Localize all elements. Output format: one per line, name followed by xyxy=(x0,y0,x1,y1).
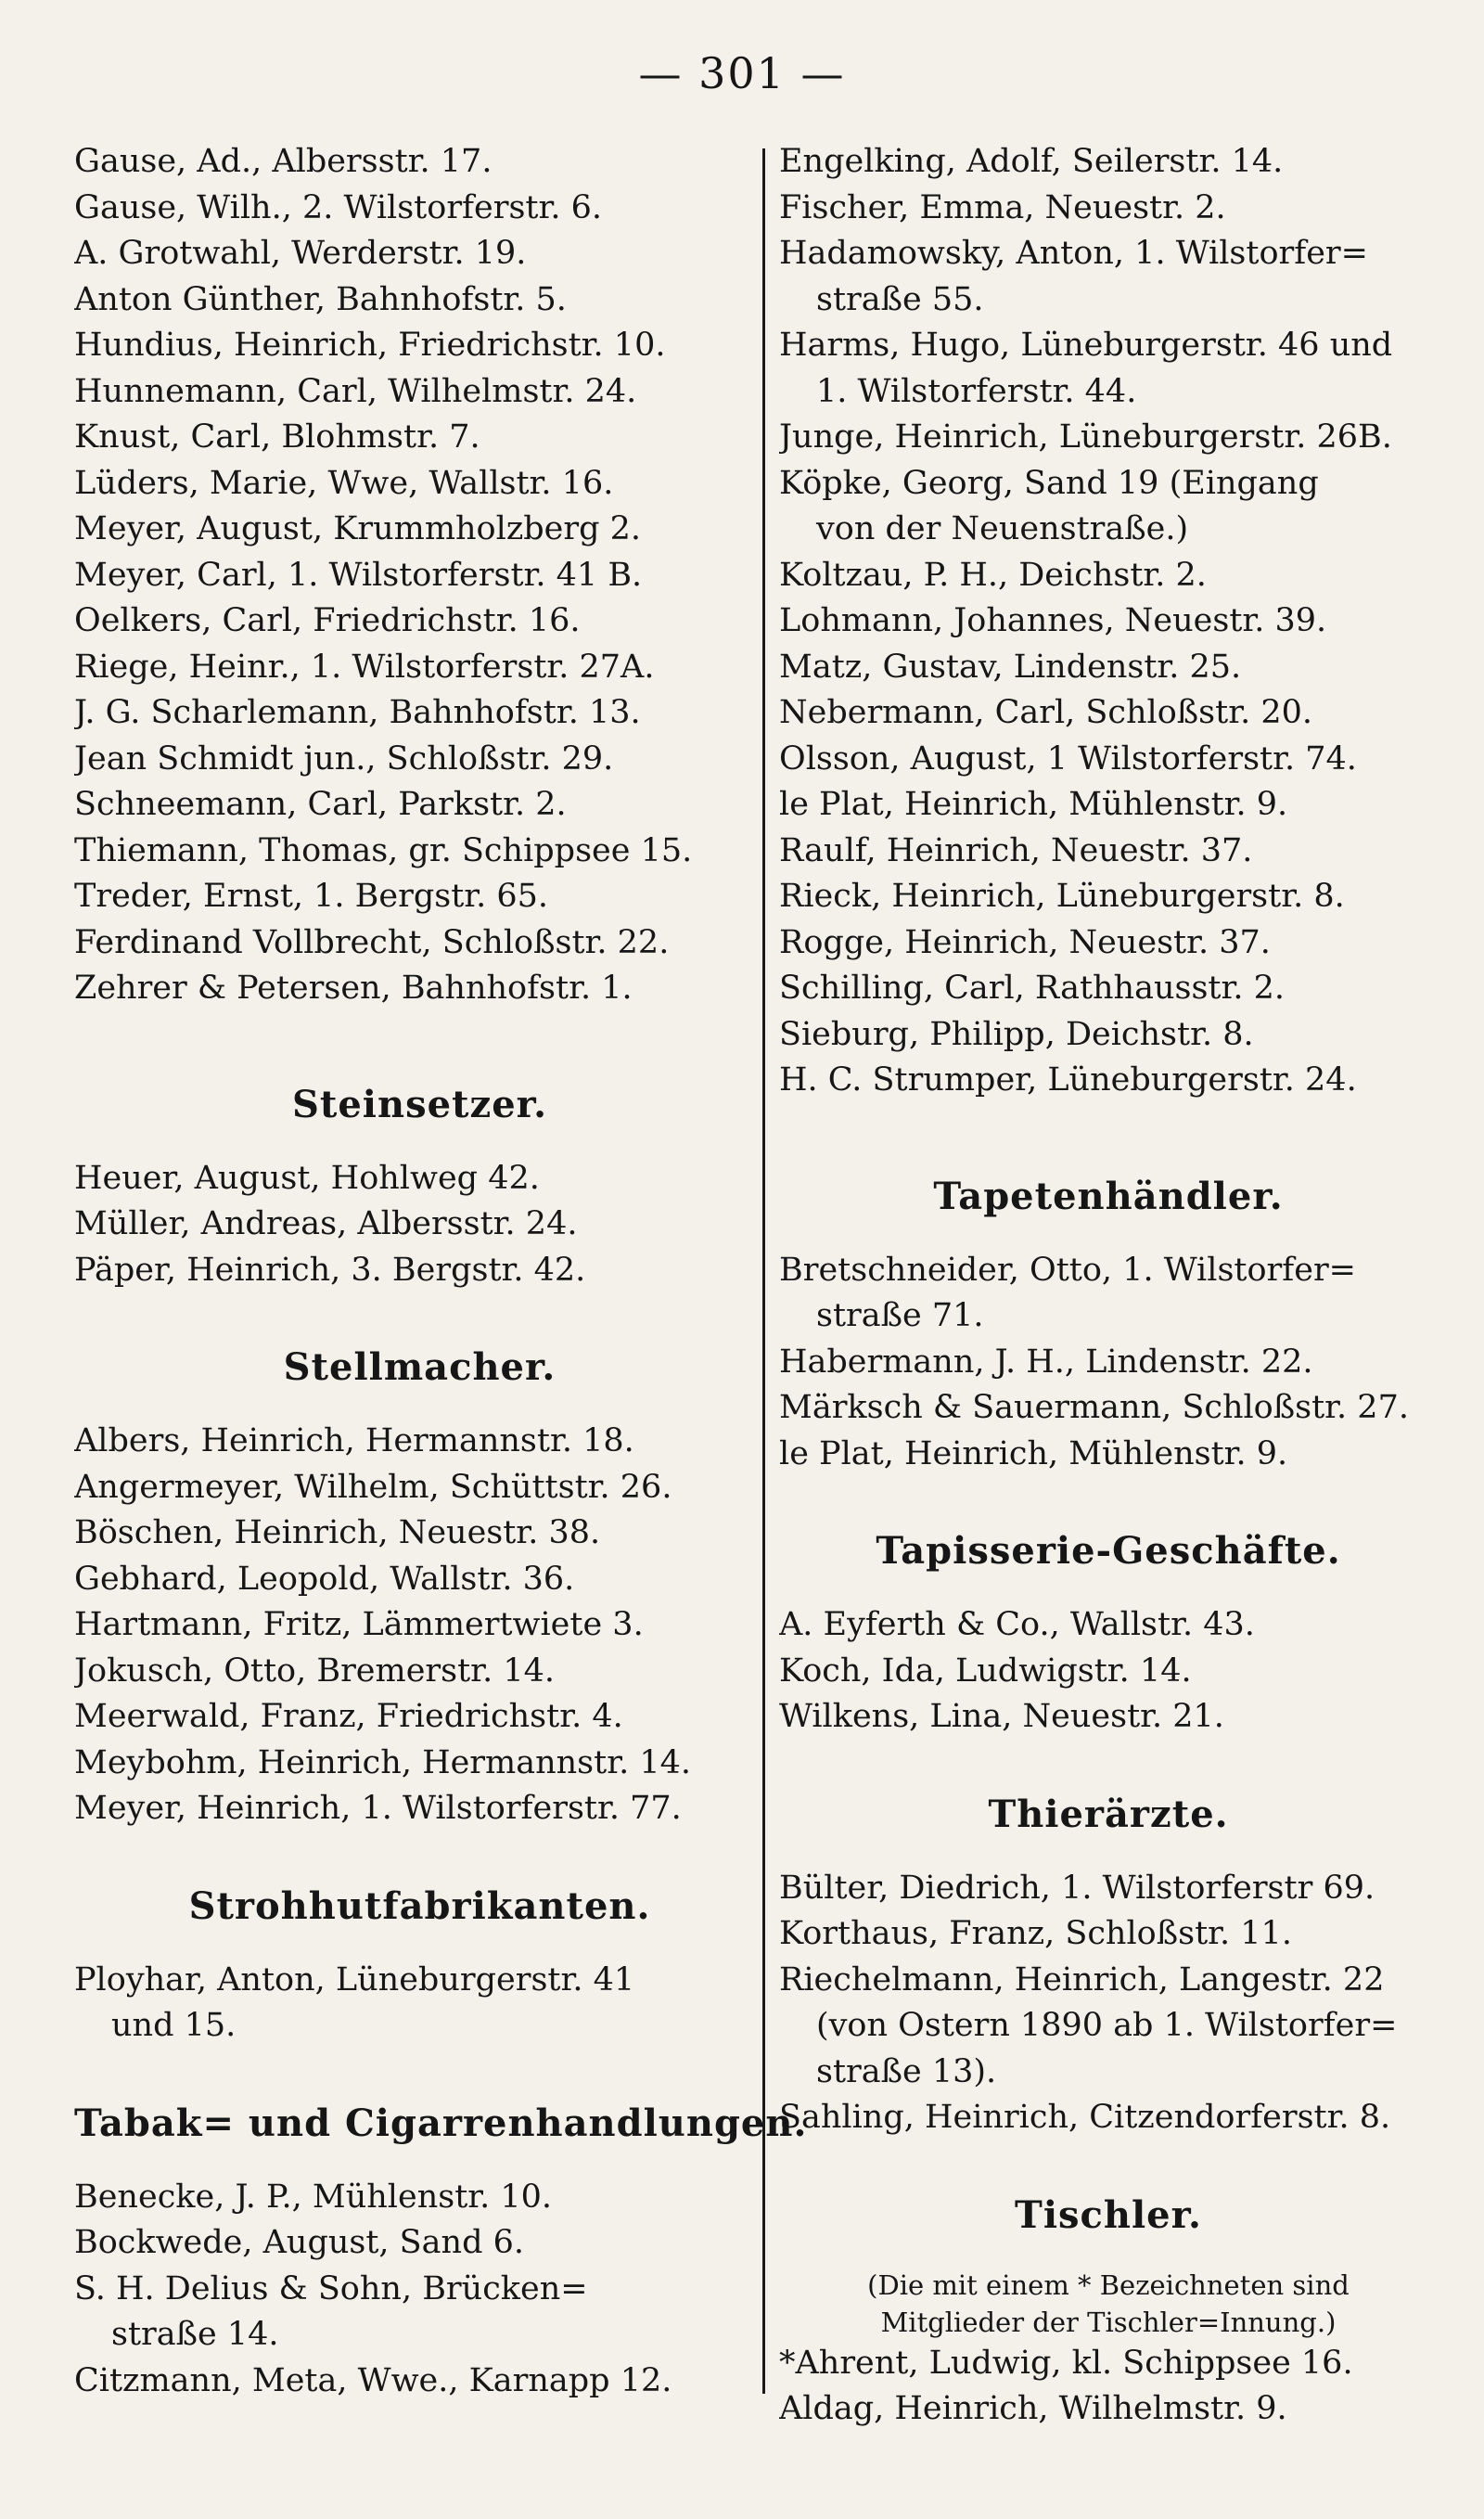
section-continued-top xyxy=(779,139,1438,1104)
entry: Treder, Ernst, 1. Bergstr. 65. xyxy=(74,878,549,915)
section-strohhutfabrikanten xyxy=(74,1883,765,2050)
entry: Koltzau, P. H., Deichstr. 2. xyxy=(779,556,1207,594)
entry: Meyer, Heinrich, 1. Wilstorferstr. 77. xyxy=(74,1790,682,1827)
entry: Koch, Ida, Ludwigstr. 14. xyxy=(779,1651,1192,1690)
entry: Heuer, August, Hohlweg 42. xyxy=(74,1159,540,1197)
spacer xyxy=(779,1477,1438,1528)
entry: Riechelmann, Heinrich, Langestr. 22 xyxy=(779,1960,1385,1998)
entry: Knust, Carl, Blohmstr. 7. xyxy=(74,418,480,456)
entry: J. G. Scharlemann, Bahnhofstr. 13. xyxy=(74,694,641,731)
spacer xyxy=(779,2141,1438,2192)
entry: Ferdinand Vollbrecht, Schloßstr. 22. xyxy=(74,923,670,961)
entry: Angermeyer, Wilhelm, Schüttstr. 26. xyxy=(74,1468,672,1506)
section-steinsetzer xyxy=(74,1082,765,1294)
section-stellmacher xyxy=(74,1344,765,1832)
entry: le Plat, Heinrich, Mühlenstr. 9. xyxy=(779,786,1288,823)
spacer xyxy=(779,1104,1438,1174)
entry: Aldag, Heinrich, Wilhelmstr. 9. xyxy=(779,2390,1287,2427)
spacer xyxy=(74,1012,765,1082)
left-column xyxy=(74,139,808,2404)
page-number: — 301 — xyxy=(638,48,846,98)
entry-continuation: 1. Wilstorferstr. 44. xyxy=(816,372,1137,410)
entry: Bockwede, August, Sand 6. xyxy=(74,2224,524,2261)
entry: Ployhar, Anton, Lüneburgerstr. 41 xyxy=(74,1960,635,1998)
entry-continuation: von der Neuenstraße.) xyxy=(816,510,1189,547)
entry: Gebhard, Leopold, Wallstr. 36. xyxy=(74,1560,575,1598)
section-tobacco-continued-top xyxy=(74,139,765,1012)
entry: Anton Günther, Bahnhofstr. 5. xyxy=(74,280,567,318)
entry: le Plat, Heinrich, Mühlenstr. 9. xyxy=(779,1434,1288,1472)
entry: Thiemann, Thomas, gr. Schippsee 15. xyxy=(74,831,693,869)
section-heading: Tabak= und Cigarrenhandlungen. xyxy=(74,2101,808,2145)
entry: S. H. Delius & Sohn, Brücken= xyxy=(74,2269,588,2307)
entry: Riege, Heinr., 1. Wilstorferstr. 27A. xyxy=(74,648,655,686)
entry: Sahling, Heinrich, Citzendorferstr. 8. xyxy=(779,2099,1391,2136)
spacer xyxy=(779,2239,1438,2267)
section-thieraerzte xyxy=(779,1792,1438,2141)
entry: Hunnemann, Carl, Wilhelmstr. 24. xyxy=(74,372,637,410)
entry: Jean Schmidt jun., Schloßstr. 29. xyxy=(74,739,614,778)
entry: Lohmann, Johannes, Neuestr. 39. xyxy=(779,602,1327,639)
spacer xyxy=(74,1128,765,1156)
entry: Bülter, Diedrich, 1. Wilstorferstr 69. xyxy=(779,1869,1375,1907)
spacer xyxy=(779,1220,1438,1248)
section-heading: Stellmacher. xyxy=(283,1345,556,1389)
entry: Meybohm, Heinrich, Hermannstr. 14. xyxy=(74,1743,691,1781)
entry: Nebermann, Carl, Schloßstr. 20. xyxy=(779,694,1312,731)
entry-continuation: und 15. xyxy=(111,2007,237,2044)
entry: Fischer, Emma, Neuestr. 2. xyxy=(779,188,1226,226)
entry-continuation: straße 13). xyxy=(816,2052,997,2090)
spacer xyxy=(779,1741,1438,1792)
section-heading: Tischler. xyxy=(1015,2192,1202,2237)
entry-continuation: straße 71. xyxy=(816,1297,984,1334)
section-note: Mitglieder der Tischler=Innung.) xyxy=(880,2306,1337,2338)
section-tapisserie xyxy=(779,1528,1438,1741)
spacer xyxy=(74,1832,765,1883)
entry: Rogge, Heinrich, Neuestr. 37. xyxy=(779,923,1271,961)
section-heading: Steinsetzer. xyxy=(291,1082,548,1126)
entry: A. Grotwahl, Werderstr. 19. xyxy=(74,235,527,272)
entry: Gause, Wilh., 2. Wilstorferstr. 6. xyxy=(74,188,603,226)
entry: Jokusch, Otto, Bremerstr. 14. xyxy=(74,1651,555,1690)
entry: Citzmann, Meta, Wwe., Karnapp 12. xyxy=(74,2361,672,2399)
entry: Benecke, J. P., Mühlenstr. 10. xyxy=(74,2178,553,2216)
entry: Oelkers, Carl, Friedrichstr. 16. xyxy=(74,602,581,639)
entry: Köpke, Georg, Sand 19 (Eingang xyxy=(779,464,1319,502)
spacer xyxy=(74,1293,765,1344)
entry: Albers, Heinrich, Hermannstr. 18. xyxy=(74,1422,634,1459)
spacer xyxy=(779,1838,1438,1866)
entry: H. C. Strumper, Lüneburgerstr. 24. xyxy=(779,1061,1357,1099)
spacer xyxy=(779,1574,1438,1602)
entry: Meerwald, Franz, Friedrichstr. 4. xyxy=(74,1698,623,1735)
right-column xyxy=(779,139,1438,2433)
entry: Harms, Hugo, Lüneburgerstr. 46 und xyxy=(779,327,1393,364)
entry: Engelking, Adolf, Seilerstr. 14. xyxy=(779,143,1284,180)
section-heading: Strohhutfabrikanten. xyxy=(188,1883,651,1928)
entry: Hundius, Heinrich, Friedrichstr. 10. xyxy=(74,327,666,364)
section-note: (Die mit einem * Bezeichneten sind xyxy=(867,2268,1350,2301)
entry: Junge, Heinrich, Lüneburgerstr. 26B. xyxy=(779,418,1392,456)
entry: Matz, Gustav, Lindenstr. 25. xyxy=(779,648,1242,686)
section-heading: Tapetenhändler. xyxy=(933,1174,1284,1218)
entry: Lüders, Marie, Wwe, Wallstr. 16. xyxy=(74,464,614,502)
section-heading: Thierärzte. xyxy=(988,1792,1229,1836)
spacer xyxy=(74,1391,765,1419)
spacer xyxy=(74,2147,765,2175)
entry-continuation: (von Ostern 1890 ab 1. Wilstorfer= xyxy=(816,2007,1398,2044)
entry: Müller, Andreas, Albersstr. 24. xyxy=(74,1205,578,1242)
entry: Habermann, J. H., Lindenstr. 22. xyxy=(779,1343,1313,1381)
entry: Zehrer & Petersen, Bahnhofstr. 1. xyxy=(74,970,633,1007)
entry: Märksch & Sauermann, Schloßstr. 27. xyxy=(779,1389,1409,1426)
entry: Bretschneider, Otto, 1. Wilstorfer= xyxy=(779,1251,1357,1289)
entry: Böschen, Heinrich, Neuestr. 38. xyxy=(74,1514,601,1551)
entry-continuation: straße 14. xyxy=(111,2316,279,2353)
entry: Korthaus, Franz, Schloßstr. 11. xyxy=(779,1915,1292,1952)
entry: Raulf, Heinrich, Neuestr. 37. xyxy=(779,831,1253,869)
entry: Hartmann, Fritz, Lämmertwiete 3. xyxy=(74,1606,644,1643)
entry: Wilkens, Lina, Neuestr. 21. xyxy=(779,1698,1224,1735)
entry: *Ahrent, Ludwig, kl. Schippsee 16. xyxy=(779,2344,1353,2382)
spacer xyxy=(74,2050,765,2101)
entry: Rieck, Heinrich, Lüneburgerstr. 8. xyxy=(779,878,1345,915)
entry: Schilling, Carl, Rathhausstr. 2. xyxy=(779,970,1286,1007)
entry: Meyer, Carl, 1. Wilstorferstr. 41 B. xyxy=(74,556,643,594)
entry-continuation: straße 55. xyxy=(816,280,984,318)
section-tischler xyxy=(779,2192,1438,2433)
entry: Sieburg, Philipp, Deichstr. 8. xyxy=(779,1015,1254,1053)
spacer xyxy=(74,1930,765,1958)
section-tabak-cigarren xyxy=(74,2101,808,2405)
entry: Schneemann, Carl, Parkstr. 2. xyxy=(74,786,567,823)
entry: Olsson, August, 1 Wilstorferstr. 74. xyxy=(779,739,1357,778)
section-tapetenhaendler xyxy=(779,1174,1438,1478)
entry: A. Eyferth & Co., Wallstr. 43. xyxy=(779,1606,1255,1643)
entry: Päper, Heinrich, 3. Bergstr. 42. xyxy=(74,1251,586,1289)
section-heading: Tapisserie-Geschäfte. xyxy=(876,1529,1341,1573)
entry: Meyer, August, Krummholzberg 2. xyxy=(74,510,642,547)
entry: Gause, Ad., Albersstr. 17. xyxy=(74,143,493,180)
entry: Hadamowsky, Anton, 1. Wilstorfer= xyxy=(779,235,1368,272)
